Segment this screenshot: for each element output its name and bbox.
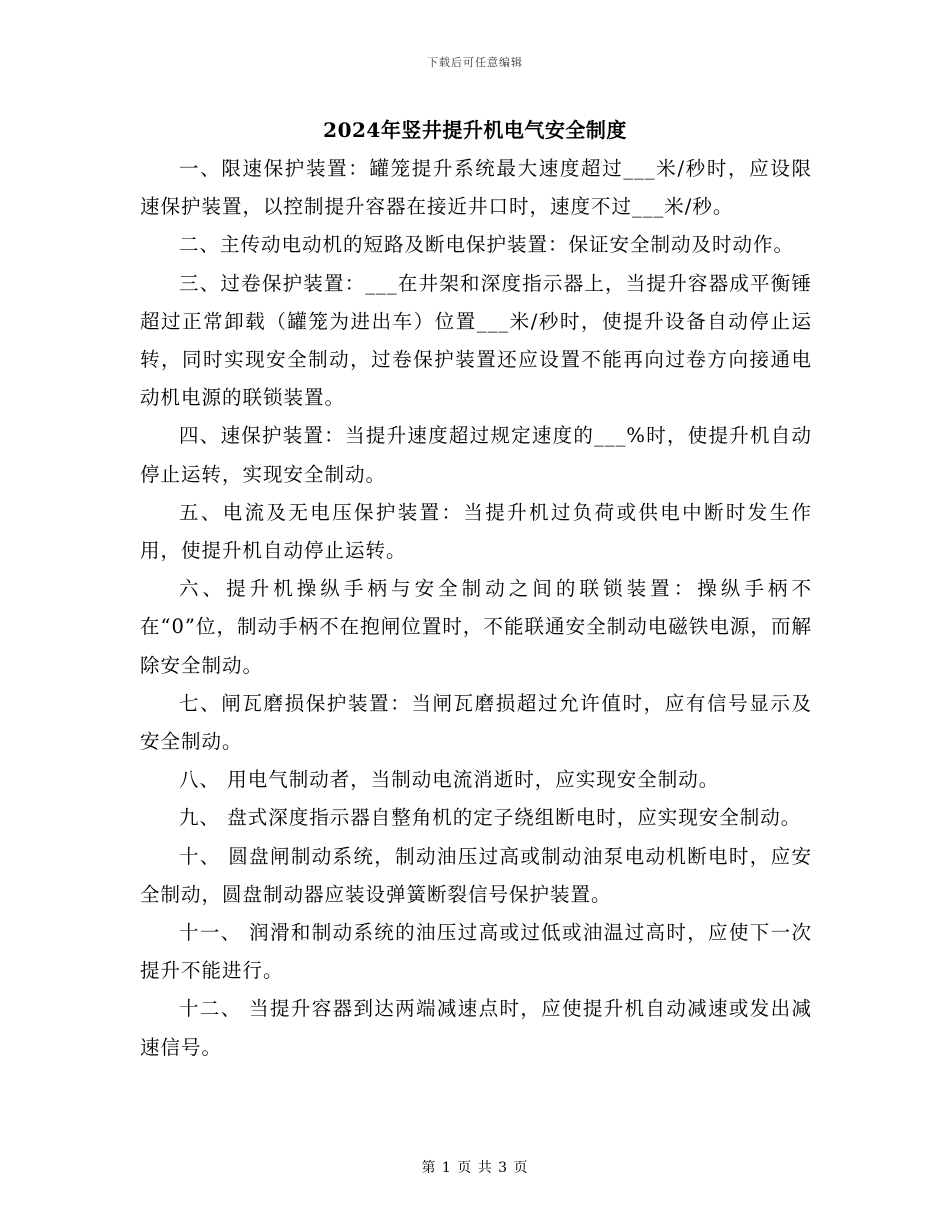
paragraph-12: 十二、 当提升容器到达两端减速点时，应使提升机自动减速或发出减速信号。 xyxy=(140,997,812,1059)
paragraph-11: 十一、 润滑和制动系统的油压过高或过低或油温过高时，应使下一次提升不能进行。 xyxy=(140,921,812,983)
paragraph-3: 三、过卷保护装置：___在井架和深度指示器上，当提升容器成平衡锤超过正常卸载（罐笼为进出车）位置___米/秒时，使提升设备自动停止运转，同时实现安全制动，过卷保护装置还应设置不能再向过卷方向接通电动机电源的联锁装置。 xyxy=(140,271,812,410)
document-body xyxy=(140,150,812,1067)
paragraph-1: 一、限速保护装置：罐笼提升系统最大速度超过___米/秒时，应设限速保护装置，以控制提升容器在接近井口时，速度不过___米/秒。 xyxy=(140,157,812,219)
paragraph-9: 九、 盘式深度指示器自整角机的定子绕组断电时，应实现安全制动。 xyxy=(179,806,802,830)
paragraph-2: 二、主传动电动机的短路及断电保护装置：保证安全制动及时动作。 xyxy=(179,233,795,257)
document-title: 2024年竖井提升机电气安全制度 xyxy=(323,118,627,142)
paragraph-10: 十、 圆盘闸制动系统，制动油压过高或制动油泵电动机断电时，应安全制动，圆盘制动器应装设弹簧断裂信号保护装置。 xyxy=(140,844,812,906)
page-footer: 第 1 页 共 3 页 xyxy=(421,1160,529,1176)
paragraph-7: 七、闸瓦磨损保护装置：当闸瓦磨损超过允许值时，应有信号显示及安全制动。 xyxy=(140,691,812,754)
paragraph-8: 八、 用电气制动者，当制动电流消逝时，应实现安全制动。 xyxy=(179,768,720,792)
paragraph-6: 六、提升机操纵手柄与安全制动之间的联锁装置：操纵手柄不在“0”位，制动手柄不在抱闸位置时，不能联通安全制动电磁铁电源，而解除安全制动。 xyxy=(140,577,812,677)
header-note: 下载后可任意编辑 xyxy=(427,56,523,69)
paragraph-5: 五、电流及无电压保护装置：当提升机过负荷或供电中断时发生作用，使提升机自动停止运转。 xyxy=(140,500,812,563)
paragraph-4: 四、速保护装置：当提升速度超过规定速度的___%时，使提升机自动停止运转，实现安全制动。 xyxy=(140,424,812,486)
